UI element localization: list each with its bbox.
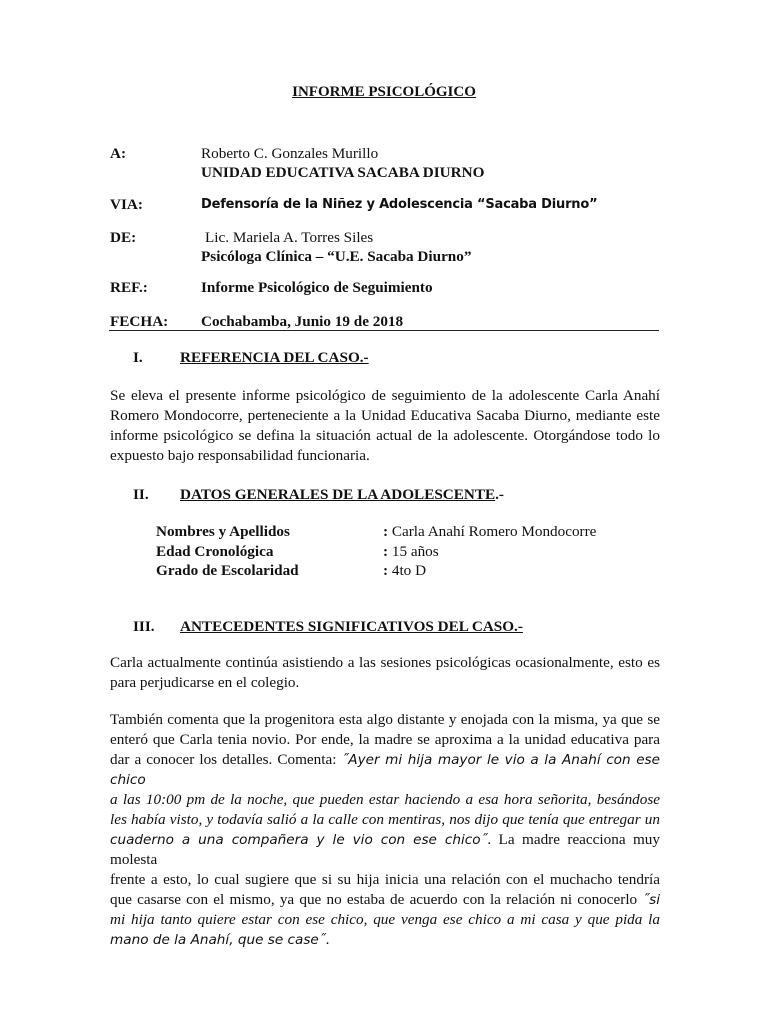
general-data-label: Edad Cronológica bbox=[156, 542, 274, 560]
header-a-institution: UNIDAD EDUCATIVA SACABA DIURNO bbox=[201, 164, 485, 181]
header-de-value bbox=[201, 228, 661, 266]
header-via-label: VIA: bbox=[110, 196, 143, 213]
header-fecha-value: Cochabamba, Junio 19 de 2018 bbox=[201, 313, 404, 330]
header-via-value: Defensoría de la Niñez y Adolescencia “Sacaba Diurno” bbox=[201, 197, 598, 212]
text-run: . bbox=[325, 931, 330, 948]
paragraph-line bbox=[110, 890, 660, 910]
paragraph-line: informe psicológico se defina la situación actual de la adolescente. Otorgándose todo lo bbox=[110, 427, 660, 444]
general-data-value: Carla Anahí Romero Mondocorre bbox=[388, 523, 597, 540]
paragraph-line: enteró que Carla tenia novio. Por ende, la madre se aproxima a la unidad educativa para bbox=[110, 731, 660, 748]
paragraph-line: para perjudicarse en el colegio. bbox=[110, 674, 300, 691]
section-1-number: I. bbox=[133, 349, 143, 366]
paragraph-line: expuesto bajo responsabilidad funcionaria. bbox=[110, 447, 370, 464]
text-run: . La madre reacciona muy molesta bbox=[110, 831, 660, 868]
general-data-separator: : bbox=[383, 542, 389, 560]
quoted-text: a las 10:00 pm de la noche, que pueden estar haciendo a esa hora señorita, besándose bbox=[110, 791, 660, 808]
quoted-text: les había visto, y todavía salió a la calle con mentiras, nos dijo que tenía que entregar un bbox=[110, 811, 660, 828]
header-de-role: Psicóloga Clínica – “U.E. Sacaba Diurno” bbox=[201, 248, 472, 265]
text-run: dar a conocer los detalles. Comenta: bbox=[110, 751, 342, 768]
general-data-value-wrap bbox=[383, 542, 439, 562]
general-data-separator: : bbox=[383, 523, 389, 540]
paragraph-line bbox=[110, 830, 660, 870]
paragraph-line bbox=[110, 930, 660, 950]
section-2-title-suffix: .- bbox=[495, 486, 504, 503]
section-2-title: DATOS GENERALES DE LA ADOLESCENTE bbox=[180, 486, 496, 503]
general-data-label: Nombres y Apellidos bbox=[156, 523, 290, 540]
section-3-paragraph-1 bbox=[110, 653, 660, 693]
paragraph-line: frente a esto, lo cual sugiere que si su hija inicia una relación con el muchacho tendría bbox=[110, 871, 660, 888]
paragraph-line: Romero Mondocorre, perteneciente a la Unidad Educativa Sacaba Diurno, mediante este bbox=[110, 407, 660, 424]
general-data-list bbox=[156, 522, 656, 581]
header-de-label: DE: bbox=[110, 229, 137, 246]
paragraph-line: Carla actualmente continúa asistiendo a las sesiones psicológicas ocasionalmente, esto es bbox=[110, 654, 660, 671]
quoted-text: mano de la Anahí, que se case˝ bbox=[110, 932, 326, 948]
general-data-value-wrap bbox=[383, 522, 596, 542]
header-ref-label: REF.: bbox=[110, 279, 148, 296]
section-3-number: III. bbox=[133, 618, 155, 635]
section-2-title-wrap bbox=[180, 486, 504, 504]
header-ref-value: Informe Psicológico de Seguimiento bbox=[201, 279, 433, 296]
general-data-value: 4to D bbox=[388, 562, 427, 579]
section-3-paragraph-2 bbox=[110, 710, 660, 950]
section-1-title: REFERENCIA DEL CASO.- bbox=[180, 349, 369, 366]
header-fecha-label: FECHA: bbox=[110, 313, 169, 330]
general-data-separator: : bbox=[383, 562, 389, 579]
section-1-paragraph bbox=[110, 386, 660, 466]
quoted-text: ˝si bbox=[642, 892, 660, 908]
quoted-text: mi hija tanto quiere estar con ese chico, que venga ese chico a mi casa y que pida la bbox=[110, 911, 660, 928]
header-de-name: Lic. Mariela A. Torres Siles bbox=[205, 229, 374, 246]
header-a-value bbox=[201, 144, 661, 182]
general-data-row bbox=[156, 522, 656, 542]
paragraph-line bbox=[110, 750, 660, 790]
section-3-title: ANTECEDENTES SIGNIFICATIVOS DEL CASO.- bbox=[180, 618, 523, 635]
quoted-text: cuaderno a una compañera y le vio con ese chico˝ bbox=[110, 832, 488, 848]
general-data-value: 15 años bbox=[388, 542, 439, 560]
header-a-label: A: bbox=[110, 145, 127, 162]
general-data-label: Grado de Escolaridad bbox=[156, 562, 299, 579]
general-data-row bbox=[156, 542, 656, 562]
general-data-row bbox=[156, 561, 656, 581]
paragraph-line: Se eleva el presente informe psicológico de seguimiento de la adolescente Carla Anahí bbox=[110, 387, 660, 404]
quoted-text: ˝Ayer mi hija mayor le vio a la Anahí con ese chico bbox=[110, 752, 661, 788]
header-divider bbox=[109, 330, 659, 331]
document-title: INFORME PSICOLÓGICO bbox=[292, 84, 476, 100]
header-a-name: Roberto C. Gonzales Murillo bbox=[201, 145, 379, 162]
section-2-number: II. bbox=[133, 486, 149, 503]
paragraph-line: También comenta que la progenitora esta algo distante y enojada con la misma, ya que se bbox=[110, 711, 660, 728]
general-data-value-wrap bbox=[383, 561, 426, 581]
text-run: que casarse con el mismo, ya que no estaba de acuerdo con la relación ni conocerlo bbox=[110, 891, 643, 908]
